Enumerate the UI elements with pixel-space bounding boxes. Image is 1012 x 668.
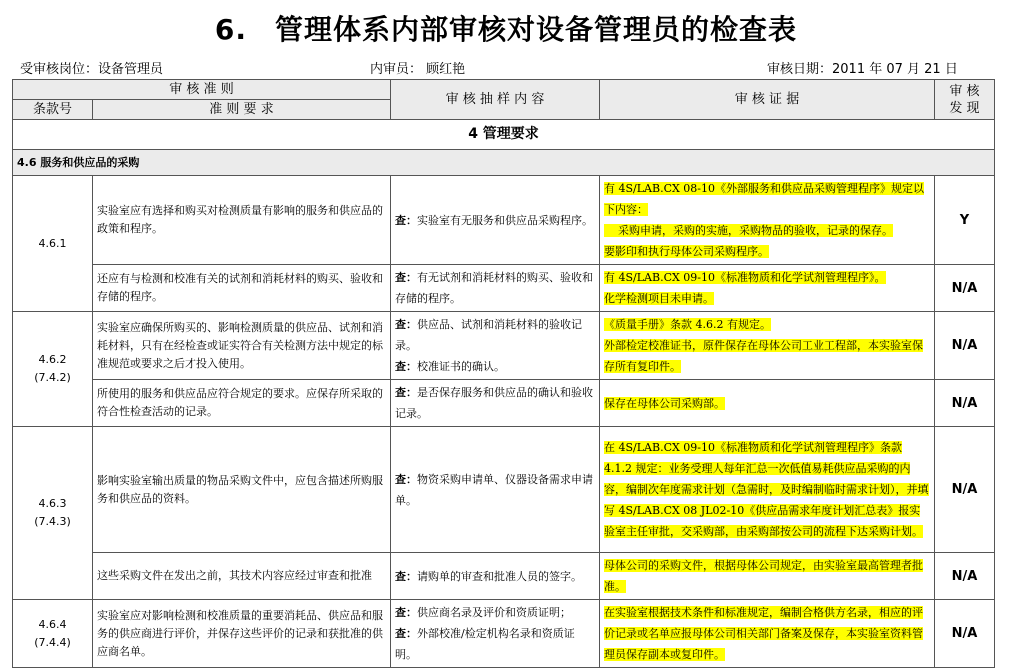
evidence-text: 化学检测项目未申请。 [604, 292, 714, 305]
clause-number-text: 4.6.3 [38, 497, 67, 510]
clause-number [13, 427, 93, 600]
evidence-text: 保存在母体公司采购部。 [604, 396, 725, 410]
check-label: 查： [395, 318, 417, 331]
finding-cell: N/A [935, 380, 995, 427]
evidence-cell [600, 427, 935, 553]
header-finding-line1: 审 核 [949, 83, 980, 99]
requirement-cell: 实验室应确保所购买的、影响检测质量的供应品、试剂和消耗材料，只有在经检查或证实符合有关检测方法中规定的标准规范或要求之后才投入使用。 [93, 312, 391, 380]
header-row [13, 80, 995, 100]
evidence-text: 外部检定校准证书，原件保存在母体公司工业工程部，本实验室保存所有复印件。 [604, 339, 923, 373]
requirement-cell: 所使用的服务和供应品应符合规定的要求。应保存所采取的符合性检查活动的记录。 [93, 380, 391, 427]
sample-cell [391, 265, 600, 312]
checklist-table [12, 79, 995, 668]
requirement-cell: 实验室应有选择和购买对检测质量有影响的服务和供应品的政策和程序。 [93, 176, 391, 265]
sample-cell [391, 176, 600, 265]
requirement-cell: 还应有与检测和校准有关的试剂和消耗材料的购买、验收和存储的程序。 [93, 265, 391, 312]
subsection-title: 4.6 服务和供应品的采购 [13, 150, 995, 176]
check-label: 查： [395, 213, 417, 227]
evidence-text: 有 4S/LAB.CX 08-10《外部服务和供应品采购管理程序》规定以下内容： [604, 182, 925, 216]
clause-ref: (7.4.2) [34, 371, 71, 384]
audited-position: 受审核岗位：设备管理员 [20, 62, 164, 77]
sample-cell [391, 600, 600, 668]
header-sample: 审 核 抽 样 内 容 [391, 80, 600, 120]
check-label: 查： [395, 271, 417, 284]
check-label: 查： [395, 627, 417, 640]
header-finding [935, 80, 995, 120]
finding-cell: N/A [935, 265, 995, 312]
page-title [0, 8, 1012, 48]
auditor: 内审员： 顾红艳 [370, 62, 466, 77]
clause-number: 4.6.1 [13, 176, 93, 312]
evidence-cell [600, 265, 935, 312]
finding-cell: Y [935, 176, 995, 265]
requirement-cell: 实验室应对影响检测和校准质量的重要消耗品、供应品和服务的供应商进行评价，并保存这些评价的记录和获批准的供应商名单。 [93, 600, 391, 668]
finding-cell: N/A [935, 553, 995, 600]
check-text: 是否保存服务和供应品的确认和验收记录。 [395, 386, 593, 420]
requirement-cell: 影响实验室输出质量的物品采购文件中，应包含描述所购服务和供应品的资料。 [93, 427, 391, 553]
evidence-cell [600, 600, 935, 668]
header-evidence: 审 核 证 据 [600, 80, 935, 120]
evidence-text: 在实验室根据技术条件和标准规定，编制合格供方名录，相应的评价记录或名单应报母体公司相关部门备案及保存，本实验室资料管理员保存副本或复印件。 [604, 606, 923, 661]
sample-cell [391, 380, 600, 427]
check-label: 查： [395, 386, 417, 399]
clause-number-text: 4.6.4 [38, 617, 67, 631]
finding-cell: N/A [935, 427, 995, 553]
check-text: 物资采购申请单、仪器设备需求申请单。 [395, 472, 593, 507]
evidence-cell [600, 176, 935, 265]
table-row [13, 553, 995, 600]
header-requirement: 准 则 要 求 [93, 100, 391, 120]
check-text: 请购单的审查和批准人员的签字。 [417, 569, 582, 583]
evidence-text: 有 4S/LAB.CX 09-10《标准物质和化学试剂管理程序》。 [604, 271, 886, 284]
evidence-cell [600, 312, 935, 380]
check-label: 查： [395, 569, 417, 583]
clause-number [13, 312, 93, 427]
finding-cell: N/A [935, 600, 995, 668]
table-row [13, 176, 995, 265]
clause-ref: (7.4.3) [34, 515, 71, 528]
table-row [13, 600, 995, 668]
evidence-cell [600, 380, 935, 427]
sample-cell [391, 553, 600, 600]
clause-number [13, 600, 93, 668]
evidence-text: 《质量手册》条款 4.6.2 有规定。 [604, 318, 771, 331]
header-clause-no: 条款号 [13, 100, 93, 120]
header-finding-line2: 发 现 [949, 100, 980, 116]
check-label: 查： [395, 360, 417, 373]
clause-ref: (7.4.4) [34, 635, 71, 649]
check-label: 查： [395, 606, 417, 619]
check-text: 外部校准/检定机构名录和资质证明。 [395, 627, 575, 661]
finding-cell: N/A [935, 312, 995, 380]
evidence-text: 要影印和执行母体公司采购程序。 [604, 245, 769, 258]
subsection-row [13, 150, 995, 176]
sample-cell [391, 427, 600, 553]
header-criteria: 审 核 准 则 [13, 80, 391, 100]
table-row [13, 312, 995, 380]
evidence-text: 母体公司的采购文件，根据母体公司规定，由实验室最高管理者批准。 [604, 559, 923, 593]
evidence-cell [600, 553, 935, 600]
table-row [13, 265, 995, 312]
section-title: 4 管理要求 [13, 120, 995, 150]
table-row [13, 380, 995, 427]
clause-number-text: 4.6.2 [38, 353, 67, 366]
check-label: 查： [395, 472, 417, 486]
evidence-text: 在 4S/LAB.CX 09-10《标准物质和化学试剂管理程序》条款 4.1.2 规定：业务受理人每年汇总一次低值易耗供应品采购的内容，编制次年度需求计划（急需时，及时编制临时需求计划），并填写 4S/LAB.CX 08 JL02-10《供应品需求年度计划汇总表》报实验室主任审批，交采购部，由采购部按公司的流程下达采购计划。 [604, 441, 929, 538]
section-row [13, 120, 995, 150]
check-text: 实验室有无服务和供应品采购程序。 [417, 213, 593, 227]
check-text: 供应商名录及评价和资质证明； [417, 606, 571, 619]
check-text: 供应品、试剂和消耗材料的验收记录。 [395, 318, 582, 352]
title-number: 6. [214, 13, 248, 46]
check-text: 有无试剂和消耗材料的购买、验收和存储的程序。 [395, 271, 593, 305]
requirement-cell: 这些采购文件在发出之前，其技术内容应经过审查和批准 [93, 553, 391, 600]
sample-cell [391, 312, 600, 380]
table-row [13, 427, 995, 553]
evidence-text: 采购申请，采购的实施，采购物品的验收，记录的保存。 [604, 224, 893, 237]
check-text: 校准证书的确认。 [417, 360, 505, 373]
audit-date: 审核日期：2011 年 07 月 21 日 [767, 62, 958, 77]
title-text: 管理体系内部审核对设备管理员的检查表 [275, 13, 798, 46]
